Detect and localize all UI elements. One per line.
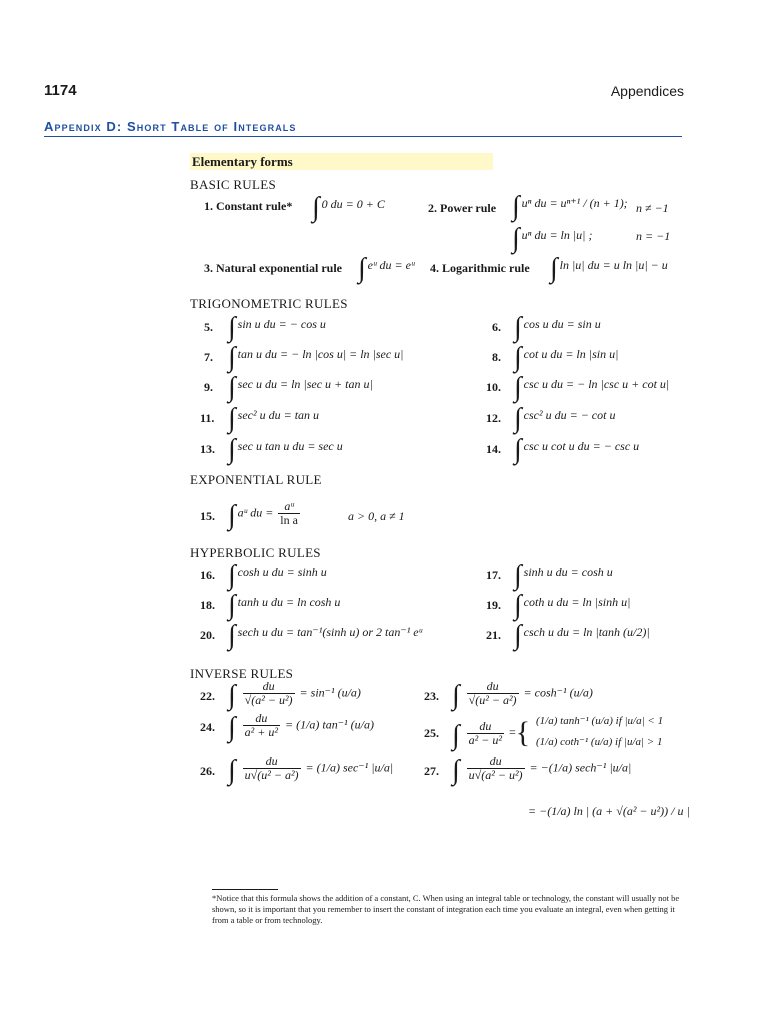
rule-26-formula: ∫ $\frac{du}{\text{u√(u² − a²)}}$ = (1/a) sec⁻¹ |u/a|: [228, 754, 394, 787]
trig-rules-heading: TRIGONOMETRIC RULES: [190, 296, 348, 311]
rule-27-denominator: u√(a² − u²): [468, 768, 523, 782]
rule-13-formula: ∫ sec u tan u du = sec u: [228, 434, 343, 465]
rule-19-num: 19.: [486, 598, 501, 612]
rule-24-rhs: = (1/a) tan⁻¹ (u/a): [284, 717, 374, 732]
rule-27-numerator: du: [489, 754, 502, 768]
rule-15-numerator: aᵘ: [284, 499, 294, 513]
rule-4-label: 4. Logarithmic rule: [430, 261, 530, 275]
rule-24-num: 24.: [200, 720, 215, 734]
rule-4-text: ln |u| du = u ln |u| − u: [559, 258, 668, 272]
rule-8-num: 8.: [492, 350, 501, 364]
rule-23-formula: ∫ $\frac{du}{\text{√(u² − a²)}}$ = cosh⁻¹ (u/a): [452, 679, 593, 712]
rule-25-case-1: (1/a) tanh⁻¹ (u/a) if |u/a| < 1: [536, 715, 664, 727]
rule-5-num: 5.: [204, 320, 213, 334]
rule-11-text: sec² u du = tan u: [237, 408, 320, 422]
hyperbolic-rules-heading: HYPERBOLIC RULES: [190, 545, 321, 560]
rule-22-fraction: [243, 680, 295, 707]
rule-2-label: 2. Power rule: [428, 201, 497, 215]
exponential-rule-heading: EXPONENTIAL RULE: [190, 472, 322, 487]
rule-15-num: 15.: [200, 509, 215, 523]
rule-10-num: 10.: [486, 380, 501, 394]
rule-18-text: tanh u du = ln cosh u: [237, 595, 341, 609]
rule-1-formula: ∫ 0 du = 0 + C: [312, 192, 385, 223]
rule-8-formula: ∫ cot u du = ln |sin u|: [514, 342, 619, 373]
rule-5-text: sin u du = − cos u: [237, 317, 326, 331]
rule-20-formula: ∫ sech u du = tan⁻¹(sinh u) or 2 tan⁻¹ eᵘ: [228, 620, 423, 651]
rule-12-text: csc² u du = − cot u: [523, 408, 616, 422]
rule-15-denominator: ln a: [280, 513, 298, 527]
rule-13-text: sec u tan u du = sec u: [237, 439, 343, 453]
rule-15-lhs: aᵘ du =: [237, 505, 274, 520]
rule-21-num: 21.: [486, 628, 501, 642]
rule-25-numerator: du: [479, 718, 492, 733]
rule-1-label: 1. Constant rule*: [204, 199, 293, 213]
rule-11-formula: ∫ sec² u du = tan u: [228, 403, 320, 434]
rule-26-rhs: = (1/a) sec⁻¹ |u/a|: [305, 760, 394, 775]
rule-24-fraction: [243, 712, 280, 739]
rule-22-formula: ∫ $\frac{du}{\text{√(a² − u²)}}$ = sin⁻¹ (u/a): [228, 679, 361, 712]
rule-22-numerator: du: [262, 679, 275, 693]
rule-16-num: 16.: [200, 568, 215, 582]
rule-13-num: 13.: [200, 442, 215, 456]
basic-rules-heading: BASIC RULES: [190, 177, 277, 192]
rule-2-formula-a: ∫ uⁿ du = uⁿ⁺¹ / (n + 1);: [512, 191, 628, 222]
section-title: Appendices: [610, 83, 684, 99]
rule-18-formula: ∫ tanh u du = ln cosh u: [228, 590, 341, 621]
rule-6-formula: ∫ cos u du = sin u: [514, 312, 601, 343]
rule-11-num: 11.: [200, 411, 215, 425]
rule-3-text: eᵘ du = eᵘ: [367, 258, 415, 272]
inverse-rules-heading: INVERSE RULES: [190, 666, 294, 681]
rule-26-fraction: [243, 755, 301, 782]
rule-12-num: 12.: [486, 411, 501, 425]
rule-27-rhs-2: = −(1/a) ln | (a + √(a² − u²)) / u |: [528, 804, 690, 818]
rule-23-fraction: [467, 680, 519, 707]
rule-1-text: 0 du = 0 + C: [321, 197, 385, 211]
rule-2-formula-b: ∫ uⁿ du = ln |u| ;: [512, 223, 593, 254]
rule-23-num: 23.: [424, 689, 439, 703]
rule-26-denominator: u√(u² − a²): [244, 768, 299, 782]
rule-20-num: 20.: [200, 628, 215, 642]
rule-15-condition: a > 0, a ≠ 1: [348, 509, 405, 523]
rule-14-formula: ∫ csc u cot u du = − csc u: [514, 434, 640, 465]
rule-23-denominator: √(u² − a²): [468, 693, 517, 707]
page-number: 1174: [44, 82, 77, 99]
title-rule: [44, 136, 682, 137]
rule-26-num: 26.: [200, 764, 215, 778]
rule-22-num: 22.: [200, 689, 215, 703]
rule-25-num: 25.: [424, 726, 439, 740]
rule-19-formula: ∫ coth u du = ln |sinh u|: [514, 590, 631, 621]
rule-6-text: cos u du = sin u: [523, 317, 601, 331]
rule-17-num: 17.: [486, 568, 501, 582]
rule-2-text-a: uⁿ du = uⁿ⁺¹ / (n + 1);: [521, 196, 628, 210]
elementary-forms-label: Elementary forms: [190, 153, 493, 170]
rule-22-denominator: √(a² − u²): [244, 693, 293, 707]
rule-4-formula: ∫ ln |u| du = u ln |u| − u: [550, 253, 668, 284]
appendix-title: Appendix D: Short Table of Integrals: [44, 119, 297, 134]
rule-7-text: tan u du = − ln |cos u| = ln |sec u|: [237, 347, 404, 361]
rule-16-formula: ∫ cosh u du = sinh u: [228, 560, 327, 591]
rule-9-num: 9.: [204, 380, 213, 394]
rule-2-condition-a: n ≠ −1: [636, 201, 669, 215]
rule-25-fraction: [467, 720, 504, 747]
rule-23-numerator: du: [486, 679, 499, 693]
rule-25-denominator: a² − u²: [468, 732, 502, 747]
rule-27-num: 27.: [424, 764, 439, 778]
rule-22-rhs: = sin⁻¹ (u/a): [299, 685, 361, 700]
rule-3-label: 3. Natural exponential rule: [204, 261, 342, 275]
rule-8-text: cot u du = ln |sin u|: [523, 347, 619, 361]
rule-5-formula: ∫ sin u du = − cos u: [228, 312, 326, 343]
rule-14-num: 14.: [486, 442, 501, 456]
rule-27-fraction: [467, 755, 525, 782]
rule-14-text: csc u cot u du = − csc u: [523, 439, 640, 453]
rule-20-text: sech u du = tan⁻¹(sinh u) or 2 tan⁻¹ eᵘ: [237, 625, 423, 639]
rule-7-formula: ∫ tan u du = − ln |cos u| = ln |sec u|: [228, 342, 404, 373]
elementary-forms-heading: [190, 154, 493, 170]
rule-6-num: 6.: [492, 320, 501, 334]
rule-10-formula: ∫ csc u du = − ln |csc u + cot u|: [514, 372, 670, 403]
rule-9-text: sec u du = ln |sec u + tan u|: [237, 377, 373, 391]
rule-15-formula: ∫ aᵘ du = $\frac{\text{aᵘ}}{\text{ln a}}$: [228, 499, 298, 532]
rule-24-formula: ∫ $\frac{du}{\text{a² + u²}}$ = (1/a) tan⁻¹ (u/a): [228, 711, 374, 744]
rule-27-rhs: = −(1/a) sech⁻¹ |u/a|: [529, 760, 632, 775]
rule-18-num: 18.: [200, 598, 215, 612]
rule-17-formula: ∫ sinh u du = cosh u: [514, 560, 613, 591]
rule-7-num: 7.: [204, 350, 213, 364]
rule-2-text-b: uⁿ du = ln |u| ;: [521, 228, 593, 242]
rule-10-text: csc u du = − ln |csc u + cot u|: [523, 377, 670, 391]
rule-16-text: cosh u du = sinh u: [237, 565, 327, 579]
rule-2-condition-b: n = −1: [636, 229, 671, 243]
rule-19-text: coth u du = ln |sinh u|: [523, 595, 631, 609]
rule-17-text: sinh u du = cosh u: [523, 565, 613, 579]
rule-25-case-2: (1/a) coth⁻¹ (u/a) if |u/a| > 1: [536, 736, 663, 748]
rule-15-fraction: [278, 500, 300, 527]
rule-9-formula: ∫ sec u du = ln |sec u + tan u|: [228, 372, 373, 403]
rule-25-formula: ∫ $\frac{du}{\text{a² − u²}}$ ={: [452, 716, 531, 751]
rule-27-formula: ∫ $\frac{du}{\text{u√(a² − u²)}}$ = −(1/a) sech⁻¹ |u/a|: [452, 754, 632, 787]
rule-12-formula: ∫ csc² u du = − cot u: [514, 403, 616, 434]
rule-23-rhs: = cosh⁻¹ (u/a): [523, 685, 593, 700]
rule-24-denominator: a² + u²: [244, 725, 278, 739]
footnote: *Notice that this formula shows the addition of a constant, C. When using an integral table or technology, the constant will usually not be shown, so it is important that you remember to insert the constant of integration each time you evaluate an integral, even when getting it from a table or from technology.: [212, 893, 680, 925]
rule-21-text: csch u du = ln |tanh (u/2)|: [523, 625, 650, 639]
rule-3-formula: ∫ eᵘ du = eᵘ: [358, 253, 415, 284]
rule-21-formula: ∫ csch u du = ln |tanh (u/2)|: [514, 620, 650, 651]
rule-26-numerator: du: [265, 754, 278, 768]
rule-24-numerator: du: [255, 711, 268, 725]
footnote-rule: [212, 889, 278, 890]
